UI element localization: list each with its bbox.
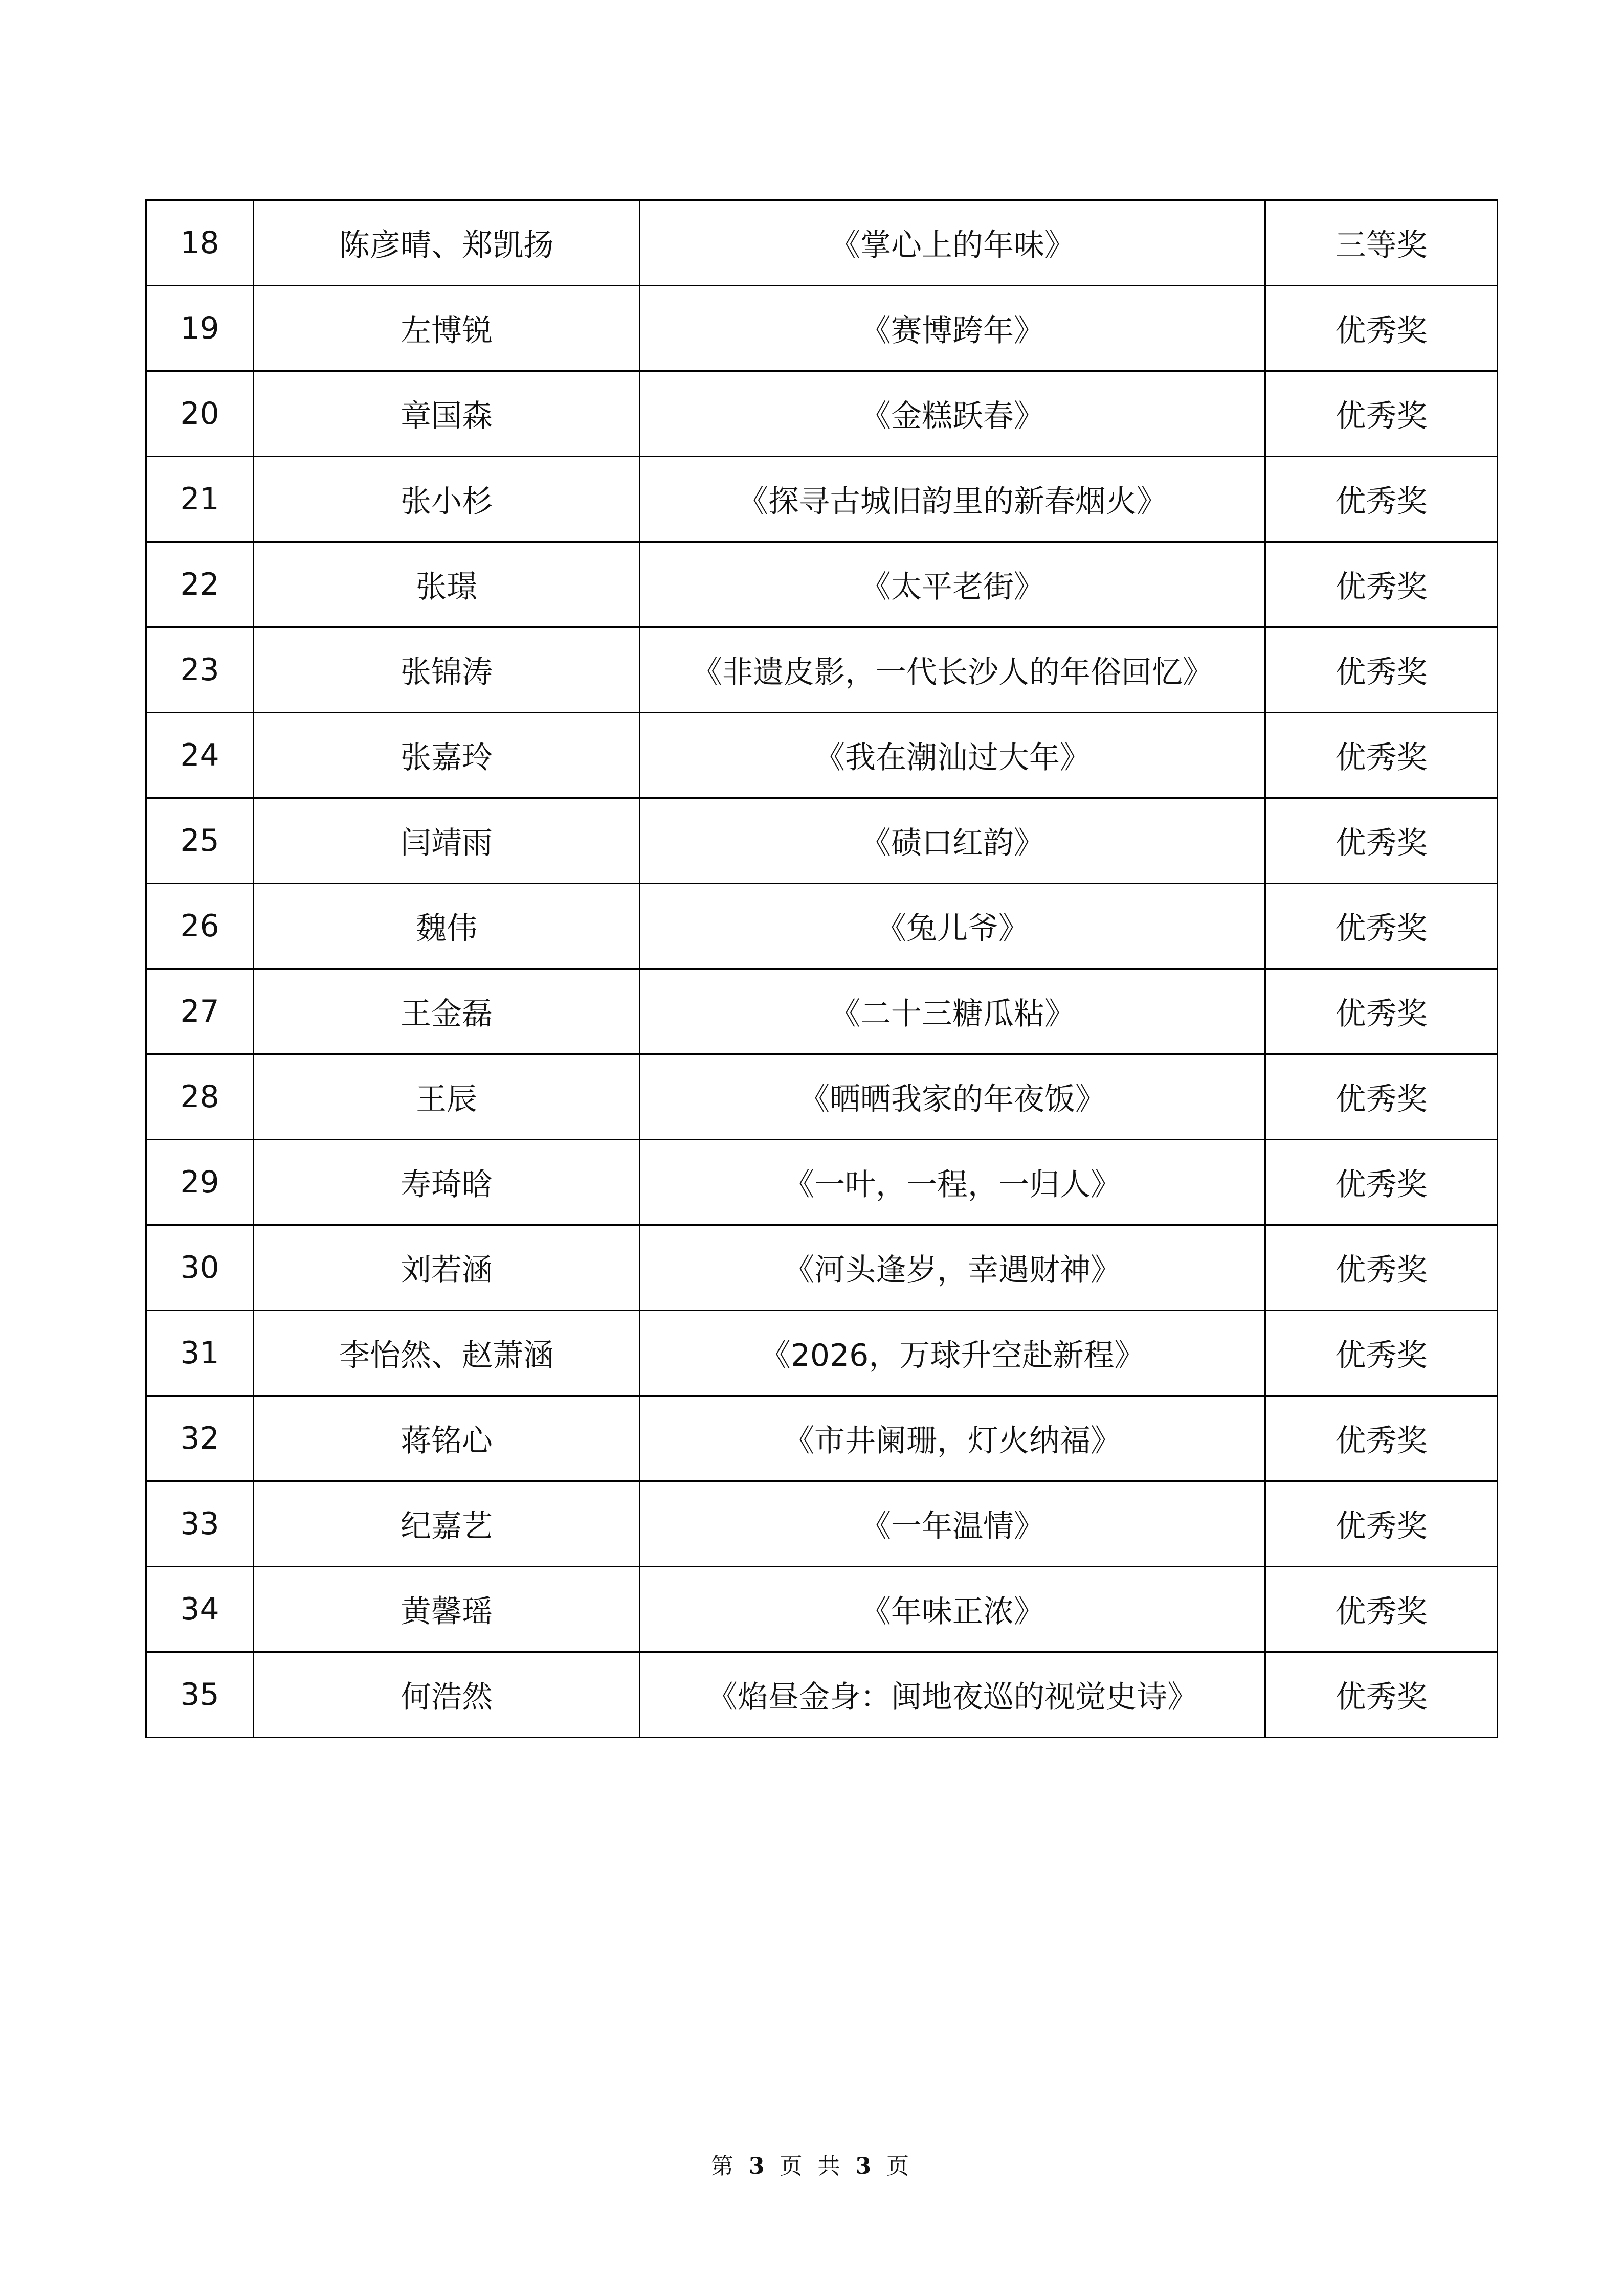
work-title: 《金糕跃春》 (640, 371, 1265, 457)
table-row (146, 1140, 1498, 1225)
table-row (146, 627, 1498, 713)
work-title: 《市井阑珊，灯火纳福》 (640, 1396, 1265, 1481)
work-title: 《年味正浓》 (640, 1567, 1265, 1652)
total-pages: 3 (855, 2153, 876, 2179)
footer-suffix: 页 (886, 2153, 914, 2179)
award-level: 优秀奖 (1265, 457, 1498, 542)
author-name: 魏伟 (254, 884, 640, 969)
author-name: 蒋铭心 (254, 1396, 640, 1481)
row-number: 29 (146, 1140, 254, 1225)
row-number: 18 (146, 200, 254, 286)
work-title: 《河头逢岁，幸遇财神》 (640, 1225, 1265, 1311)
author-name: 何浩然 (254, 1652, 640, 1738)
current-page: 3 (748, 2153, 769, 2179)
row-number: 23 (146, 627, 254, 713)
row-number: 35 (146, 1652, 254, 1738)
row-number: 19 (146, 286, 254, 371)
work-title: 《探寻古城旧韵里的新春烟火》 (640, 457, 1265, 542)
row-number: 25 (146, 798, 254, 884)
row-number: 26 (146, 884, 254, 969)
table-row (146, 1396, 1498, 1481)
author-name: 李怡然、赵萧涵 (254, 1311, 640, 1396)
author-name: 左博锐 (254, 286, 640, 371)
row-number: 27 (146, 969, 254, 1054)
table-row (146, 969, 1498, 1054)
work-title: 《焰昼金身：闽地夜巡的视觉史诗》 (640, 1652, 1265, 1738)
row-number: 21 (146, 457, 254, 542)
row-number: 28 (146, 1054, 254, 1140)
row-number: 34 (146, 1567, 254, 1652)
award-level: 优秀奖 (1265, 798, 1498, 884)
work-title: 《掌心上的年味》 (640, 200, 1265, 286)
award-level: 优秀奖 (1265, 1225, 1498, 1311)
row-number: 24 (146, 713, 254, 798)
table-row (146, 713, 1498, 798)
work-title: 《兔儿爷》 (640, 884, 1265, 969)
table-row (146, 884, 1498, 969)
table-row (146, 1054, 1498, 1140)
author-name: 张小杉 (254, 457, 640, 542)
work-title: 《二十三糖瓜粘》 (640, 969, 1265, 1054)
table-row (146, 1652, 1498, 1738)
row-number: 33 (146, 1481, 254, 1567)
work-title: 《一年温情》 (640, 1481, 1265, 1567)
author-name: 寿琦晗 (254, 1140, 640, 1225)
award-level: 三等奖 (1265, 200, 1498, 286)
work-title: 《晒晒我家的年夜饭》 (640, 1054, 1265, 1140)
award-level: 优秀奖 (1265, 371, 1498, 457)
award-level: 优秀奖 (1265, 969, 1498, 1054)
author-name: 张璟 (254, 542, 640, 627)
award-level: 优秀奖 (1265, 1396, 1498, 1481)
work-title: 《太平老街》 (640, 542, 1265, 627)
row-number: 31 (146, 1311, 254, 1396)
table-row (146, 371, 1498, 457)
author-name: 闫靖雨 (254, 798, 640, 884)
author-name: 黄馨瑶 (254, 1567, 640, 1652)
work-title: 《我在潮汕过大年》 (640, 713, 1265, 798)
author-name: 张锦涛 (254, 627, 640, 713)
table-row (146, 457, 1498, 542)
author-name: 张嘉玲 (254, 713, 640, 798)
award-level: 优秀奖 (1265, 542, 1498, 627)
author-name: 陈彦晴、郑凯扬 (254, 200, 640, 286)
award-level: 优秀奖 (1265, 627, 1498, 713)
award-level: 优秀奖 (1265, 1311, 1498, 1396)
awards-table (145, 199, 1498, 1738)
award-level: 优秀奖 (1265, 1140, 1498, 1225)
table-row (146, 1481, 1498, 1567)
award-level: 优秀奖 (1265, 286, 1498, 371)
author-name: 纪嘉艺 (254, 1481, 640, 1567)
work-title: 《2026，万球升空赴新程》 (640, 1311, 1265, 1396)
table-row (146, 286, 1498, 371)
row-number: 22 (146, 542, 254, 627)
work-title: 《非遗皮影，一代长沙人的年俗回忆》 (640, 627, 1265, 713)
table-row (146, 542, 1498, 627)
table-row (146, 200, 1498, 286)
work-title: 《碛口红韵》 (640, 798, 1265, 884)
award-level: 优秀奖 (1265, 713, 1498, 798)
author-name: 王辰 (254, 1054, 640, 1140)
table-row (146, 798, 1498, 884)
footer-middle: 页 共 (780, 2153, 844, 2179)
author-name: 刘若涵 (254, 1225, 640, 1311)
work-title: 《一叶，一程，一归人》 (640, 1140, 1265, 1225)
award-level: 优秀奖 (1265, 1481, 1498, 1567)
award-level: 优秀奖 (1265, 1652, 1498, 1738)
footer-prefix: 第 (710, 2153, 738, 2179)
page-footer (0, 2148, 1624, 2180)
award-level: 优秀奖 (1265, 884, 1498, 969)
author-name: 章国森 (254, 371, 640, 457)
award-level: 优秀奖 (1265, 1567, 1498, 1652)
row-number: 32 (146, 1396, 254, 1481)
table-row (146, 1567, 1498, 1652)
row-number: 30 (146, 1225, 254, 1311)
award-level: 优秀奖 (1265, 1054, 1498, 1140)
row-number: 20 (146, 371, 254, 457)
author-name: 王金磊 (254, 969, 640, 1054)
table-row (146, 1311, 1498, 1396)
work-title: 《赛博跨年》 (640, 286, 1265, 371)
table-row (146, 1225, 1498, 1311)
